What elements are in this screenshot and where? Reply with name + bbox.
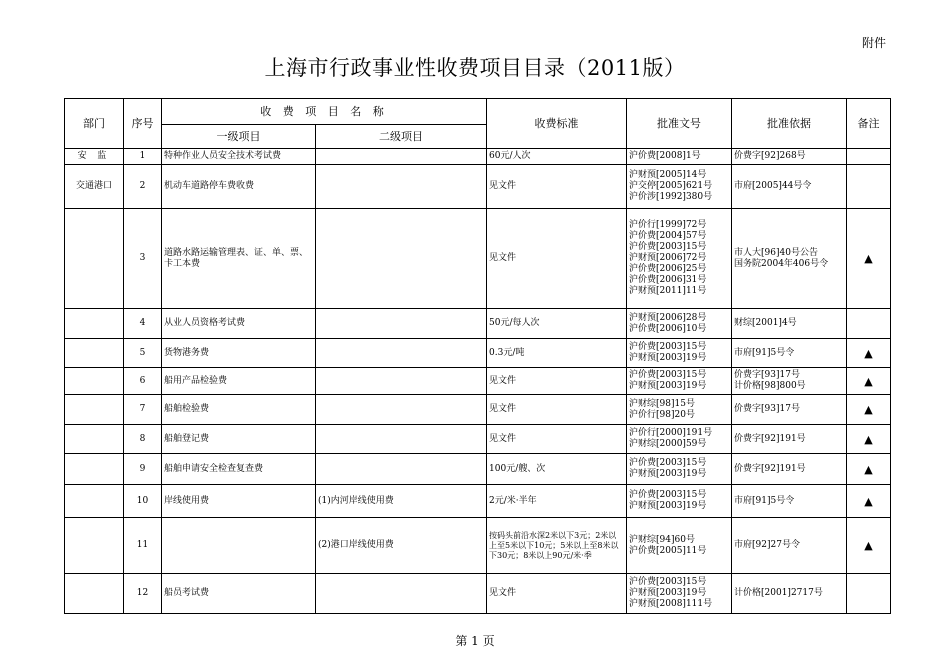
approval-doc-line: 沪价费[2003]15号 xyxy=(629,342,707,352)
basis-cell xyxy=(732,485,847,518)
table-row xyxy=(65,395,891,425)
approval-doc-cell xyxy=(627,574,732,614)
dept-cell xyxy=(65,395,124,425)
basis-line: 财综[2001]4号 xyxy=(734,318,797,328)
approval-doc-line: 沪价费[2006]25号 xyxy=(629,264,707,274)
basis-cell xyxy=(732,209,847,309)
table-row xyxy=(65,309,891,339)
level1-cell: 船舶检验费 xyxy=(162,395,316,425)
seq-cell: 3 xyxy=(124,209,162,309)
approval-doc-line: 沪财预[2008]111号 xyxy=(629,599,713,609)
approval-doc-line: 沪财预[2003]19号 xyxy=(629,469,707,479)
level2-cell xyxy=(316,149,487,165)
approval-doc-line: 沪财预[2003]19号 xyxy=(629,353,707,363)
header-level1: 一级项目 xyxy=(162,125,316,149)
approval-doc-cell xyxy=(627,518,732,574)
level2-cell xyxy=(316,368,487,395)
table-row xyxy=(65,165,891,209)
approval-doc-cell xyxy=(627,395,732,425)
approval-doc-line: 沪价费[2004]57号 xyxy=(629,231,707,241)
basis-cell xyxy=(732,454,847,485)
basis-line: 市人大[96]40号公告 xyxy=(734,247,818,258)
approval-doc-line: 沪价费[2003]15号 xyxy=(629,577,707,587)
seq-cell: 7 xyxy=(124,395,162,425)
remark-cell: ▲ xyxy=(847,454,891,485)
level1-cell: 特种作业人员安全技术考试费 xyxy=(162,149,316,165)
approval-doc-line: 沪财预[2006]28号 xyxy=(629,312,707,323)
basis-line: 市府[91]5号令 xyxy=(734,495,795,506)
dept-cell xyxy=(65,309,124,339)
dept-cell xyxy=(65,574,124,614)
page-title: 上海市行政事业性收费项目目录（2011版） xyxy=(264,56,686,80)
approval-doc-line: 沪财综[2000]59号 xyxy=(629,439,707,449)
standard-cell: 见文件 xyxy=(487,368,627,395)
standard-cell: 50元/每人次 xyxy=(487,309,627,339)
approval-doc-line: 沪价费[2008]1号 xyxy=(629,151,701,161)
level1-cell: 从业人员资格考试费 xyxy=(162,309,316,339)
level2-cell xyxy=(316,425,487,454)
header-remark: 备注 xyxy=(847,99,891,149)
approval-doc-cell xyxy=(627,149,732,165)
level1-cell xyxy=(162,518,316,574)
seq-cell: 5 xyxy=(124,339,162,368)
approval-doc-line: 沪价费[2003]15号 xyxy=(629,370,707,380)
level2-cell: (1)内河岸线使用费 xyxy=(316,485,487,518)
approval-doc-line: 沪价费[2003]15号 xyxy=(629,458,707,468)
table-row xyxy=(65,574,891,614)
approval-doc-line: 沪价费[2003]15号 xyxy=(629,242,707,252)
dept-cell xyxy=(65,454,124,485)
remark-cell: ▲ xyxy=(847,518,891,574)
approval-doc-line: 沪价费[2005]11号 xyxy=(629,545,707,556)
remark-cell xyxy=(847,574,891,614)
approval-doc-line: 沪价涉[1992]380号 xyxy=(629,192,713,202)
approval-doc-line: 沪财预[2005]14号 xyxy=(629,170,707,180)
header-dept: 部门 xyxy=(65,99,124,149)
remark-cell xyxy=(847,149,891,165)
basis-cell xyxy=(732,165,847,209)
annex-label: 附件 xyxy=(862,36,887,50)
table-row xyxy=(65,518,891,574)
remark-cell: ▲ xyxy=(847,395,891,425)
level2-cell xyxy=(316,165,487,209)
level1-cell: 船舶申请安全检查复查费 xyxy=(162,454,316,485)
basis-cell xyxy=(732,425,847,454)
basis-line: 价费字[93]17号 xyxy=(734,404,800,414)
approval-doc-cell xyxy=(627,485,732,518)
remark-cell xyxy=(847,165,891,209)
approval-doc-line: 沪价费[2003]15号 xyxy=(629,490,707,500)
level1-cell: 货物港务费 xyxy=(162,339,316,368)
approval-doc-line: 沪价行[2000]191号 xyxy=(629,428,713,438)
seq-cell: 12 xyxy=(124,574,162,614)
level2-cell: (2)港口岸线使用费 xyxy=(316,518,487,574)
seq-cell: 4 xyxy=(124,309,162,339)
standard-cell: 见文件 xyxy=(487,209,627,309)
dept-cell: 交通港口 xyxy=(65,165,124,209)
approval-doc-line: 沪财预[2011]11号 xyxy=(629,286,707,296)
level2-cell xyxy=(316,454,487,485)
table-row xyxy=(65,454,891,485)
approval-doc-line: 沪价费[2006]31号 xyxy=(629,275,707,285)
basis-line: 价费字[92]268号 xyxy=(734,151,806,161)
standard-cell: 按码头前沿水深2米以下3元；2米以上至5米以下10元；5米以上至8米以下30元；8米以上90元/米·季 xyxy=(487,518,627,574)
approval-doc-line: 沪价行[98]20号 xyxy=(629,409,695,420)
approval-doc-cell xyxy=(627,309,732,339)
approval-doc-cell xyxy=(627,165,732,209)
basis-cell xyxy=(732,395,847,425)
basis-line: 国务院2004年406号令 xyxy=(734,258,829,269)
approval-doc-line: 沪财预[2003]19号 xyxy=(629,588,707,598)
standard-cell: 见文件 xyxy=(487,425,627,454)
dept-cell: 安 监 xyxy=(65,149,124,165)
standard-cell: 60元/人次 xyxy=(487,149,627,165)
approval-doc-line: 沪财综[98]15号 xyxy=(629,398,695,409)
header-approval-doc: 批准文号 xyxy=(627,99,732,149)
table-row xyxy=(65,149,891,165)
level2-cell xyxy=(316,339,487,368)
level1-cell: 岸线使用费 xyxy=(162,485,316,518)
approval-doc-line: 沪价行[1999]72号 xyxy=(629,220,707,230)
page-number: 第 1 页 xyxy=(455,634,495,648)
approval-doc-cell xyxy=(627,339,732,368)
standard-cell: 100元/艘、次 xyxy=(487,454,627,485)
table-row xyxy=(65,339,891,368)
approval-doc-line: 沪财综[94]60号 xyxy=(629,534,695,545)
approval-doc-cell xyxy=(627,425,732,454)
approval-doc-line: 沪交停[2005]621号 xyxy=(629,181,713,191)
basis-cell xyxy=(732,149,847,165)
level2-cell xyxy=(316,309,487,339)
standard-cell: 0.3元/吨 xyxy=(487,339,627,368)
basis-cell xyxy=(732,518,847,574)
standard-cell: 见文件 xyxy=(487,395,627,425)
approval-doc-line: 沪财预[2006]72号 xyxy=(629,253,707,263)
header-basis: 批准依据 xyxy=(732,99,847,149)
basis-line: 价费字[92]191号 xyxy=(734,433,806,444)
basis-cell xyxy=(732,309,847,339)
table-row xyxy=(65,425,891,454)
level1-cell: 道路水路运输管理表、证、单、票、卡工本费 xyxy=(162,209,316,309)
remark-cell: ▲ xyxy=(847,339,891,368)
table-row xyxy=(65,368,891,395)
seq-cell: 8 xyxy=(124,425,162,454)
basis-cell xyxy=(732,574,847,614)
header-level2: 二级项目 xyxy=(316,125,487,149)
seq-cell: 9 xyxy=(124,454,162,485)
standard-cell: 2元/米·半年 xyxy=(487,485,627,518)
table-row xyxy=(65,485,891,518)
standard-cell: 见文件 xyxy=(487,574,627,614)
approval-doc-line: 沪价费[2006]10号 xyxy=(629,323,707,334)
basis-line: 价费字[93]17号 xyxy=(734,370,800,380)
remark-cell: ▲ xyxy=(847,368,891,395)
approval-doc-line: 沪财预[2003]19号 xyxy=(629,381,707,391)
level2-cell xyxy=(316,209,487,309)
approval-doc-cell xyxy=(627,368,732,395)
remark-cell: ▲ xyxy=(847,485,891,518)
approval-doc-line: 沪财预[2003]19号 xyxy=(629,501,707,511)
seq-cell: 6 xyxy=(124,368,162,395)
standard-cell: 见文件 xyxy=(487,165,627,209)
level1-cell: 船用产品检验费 xyxy=(162,368,316,395)
basis-line: 价费字[92]191号 xyxy=(734,463,806,474)
level1-cell: 船舶登记费 xyxy=(162,425,316,454)
header-standard: 收费标准 xyxy=(487,99,627,149)
fee-catalog-table xyxy=(64,98,891,614)
approval-doc-cell xyxy=(627,454,732,485)
header-seq: 序号 xyxy=(124,99,162,149)
level2-cell xyxy=(316,395,487,425)
seq-cell: 11 xyxy=(124,518,162,574)
approval-doc-cell xyxy=(627,209,732,309)
dept-cell xyxy=(65,368,124,395)
basis-line: 计价格[2001]2717号 xyxy=(734,588,823,598)
seq-cell: 10 xyxy=(124,485,162,518)
dept-cell xyxy=(65,209,124,309)
header-name-group: 收 费 项 目 名 称 xyxy=(162,99,487,125)
dept-cell xyxy=(65,518,124,574)
basis-line: 市府[2005]44号令 xyxy=(734,181,812,191)
table-row xyxy=(65,209,891,309)
dept-cell xyxy=(65,339,124,368)
dept-cell xyxy=(65,485,124,518)
remark-cell: ▲ xyxy=(847,209,891,309)
basis-cell xyxy=(732,368,847,395)
dept-cell xyxy=(65,425,124,454)
level1-cell: 船员考试费 xyxy=(162,574,316,614)
level2-cell xyxy=(316,574,487,614)
basis-cell xyxy=(732,339,847,368)
seq-cell: 1 xyxy=(124,149,162,165)
level1-cell: 机动车道路停车费收费 xyxy=(162,165,316,209)
basis-line: 市府[92]27号令 xyxy=(734,540,800,550)
remark-cell: ▲ xyxy=(847,425,891,454)
seq-cell: 2 xyxy=(124,165,162,209)
basis-line: 计价格[98]800号 xyxy=(734,381,806,391)
basis-line: 市府[91]5号令 xyxy=(734,347,795,358)
remark-cell xyxy=(847,309,891,339)
